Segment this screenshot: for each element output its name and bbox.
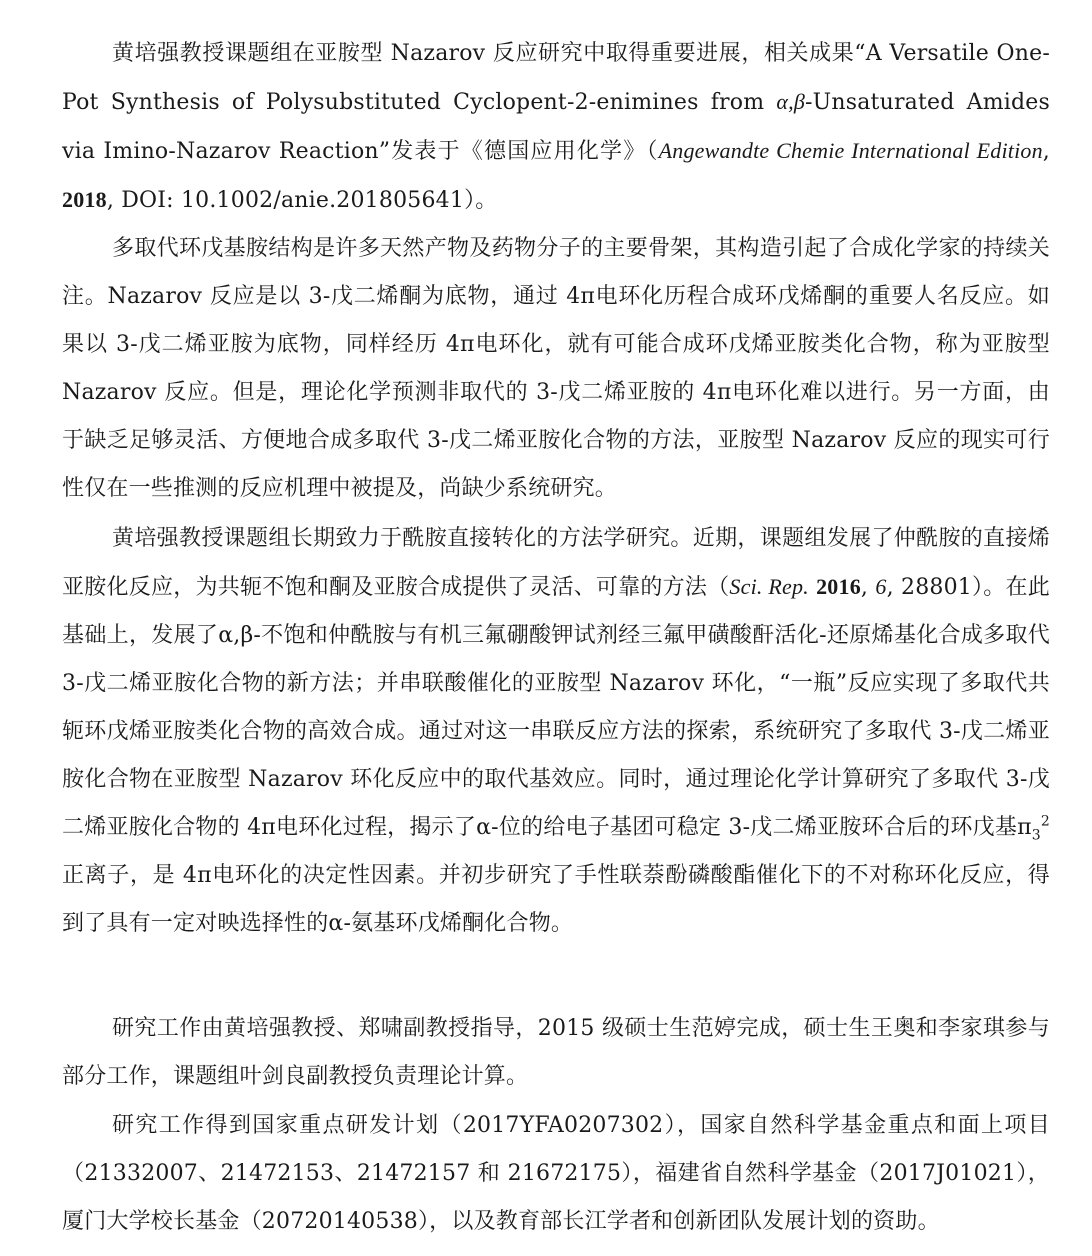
sci-rep-volume: 6 — [875, 574, 887, 599]
p1-text-a: 黄培强教授课题组在亚胺型 Nazarov 反应研究中取得重要进展，相关成果“A Versatile One-Pot Synthesis of Polysubstituted Cyclopent-2-enimines from — [62, 41, 1050, 115]
paragraph-research — [62, 515, 1050, 948]
journal-name: Angewandte Chemie International Edition — [658, 138, 1043, 163]
paragraph-funding — [62, 1102, 1050, 1246]
p1-comma: , — [1042, 139, 1050, 164]
p3-text-b: , 28801）。在此基础上，发展了α,β-不饱和仲酰胺与有机三氟硼酸钾试剂经三氟甲磺酸酐活化-还原烯基化合成多取代 3-戊二烯亚胺化合物的新方法；并串联酸催化的亚胺型 Nazarov 环化，“一瓶”反应实现了多取代共轭环戊烯亚胺类化合物的高效合成。通过对这一串联反应方法的探索，系统研究了多取代 3-戊二烯亚胺化合物在亚胺型 Nazarov 环化反应中的取代基效应。同时，通过理论化学计算研究了多取代 3-戊二烯亚胺化合物的 4π电环化过程，揭示了α-位的给电子基团可稳定 3-戊二烯亚胺环合后的环戊基π — [62, 575, 1050, 840]
p5-text: 研究工作得到国家重点研发计划（2017YFA0207302），国家自然科学基金重点和面上项目（21332007、21472153、21472157 和 21672175），福建省自然科学基金（2017J01021），厦门大学校长基金（20720140538），以及教育部长江学者和创新团队发展计划的资助。 — [62, 1113, 1050, 1234]
p4-text: 研究工作由黄培强教授、郑啸副教授指导，2015 级硕士生范婷完成，硕士生王奥和李家琪参与部分工作，课题组叶剑良副教授负责理论计算。 — [62, 1016, 1050, 1089]
p1-text-b: -Unsaturated Amides via Imino-Nazarov Reaction”发表于《德国应用化学》（ — [62, 90, 1050, 164]
sci-rep-year: 2016 — [816, 574, 861, 599]
paragraph-background — [62, 225, 1050, 513]
pi-subscript: 3 — [1031, 827, 1041, 844]
p1-alpha-beta: α,β — [776, 89, 805, 114]
paragraph-contributors — [62, 1005, 1050, 1101]
p3-text-a: 黄培强教授课题组长期致力于酰胺直接转化的方法学研究。近期，课题组发展了仲酰胺的直接烯亚胺化反应，为共轭不饱和酮及亚胺合成提供了灵活、可靠的方法（ — [62, 526, 1050, 600]
pi-superscript: 2 — [1040, 813, 1050, 830]
p1-doi: , DOI: 10.1002/anie.201805641）。 — [106, 188, 498, 213]
sci-rep-journal: Sci. Rep. — [729, 574, 809, 599]
paragraph-publication — [62, 30, 1050, 225]
p3-comma: , — [860, 575, 876, 600]
publication-year: 2018 — [62, 187, 107, 212]
p3-text-c: 正离子，是 4π电环化的决定性因素。并初步研究了手性联萘酚磷酸酯催化下的不对称环化反应，得到了具有一定对映选择性的α-氨基环戊烯酮化合物。 — [62, 863, 1050, 936]
p2-text: 多取代环戊基胺结构是许多天然产物及药物分子的主要骨架，其构造引起了合成化学家的持续关注。Nazarov 反应是以 3-戊二烯酮为底物，通过 4π电环化历程合成环戊烯酮的重要人名反应。如果以 3-戊二烯亚胺为底物，同样经历 4π电环化，就有可能合成环戊烯亚胺类化合物，称为亚胺型 Nazarov 反应。但是，理论化学预测非取代的 3-戊二烯亚胺的 4π电环化难以进行。另一方面，由于缺乏足够灵活、方便地合成多取代 3-戊二烯亚胺化合物的方法，亚胺型 Nazarov 反应的现实可行性仅在一些推测的反应机理中被提及，尚缺少系统研究。 — [62, 236, 1050, 501]
